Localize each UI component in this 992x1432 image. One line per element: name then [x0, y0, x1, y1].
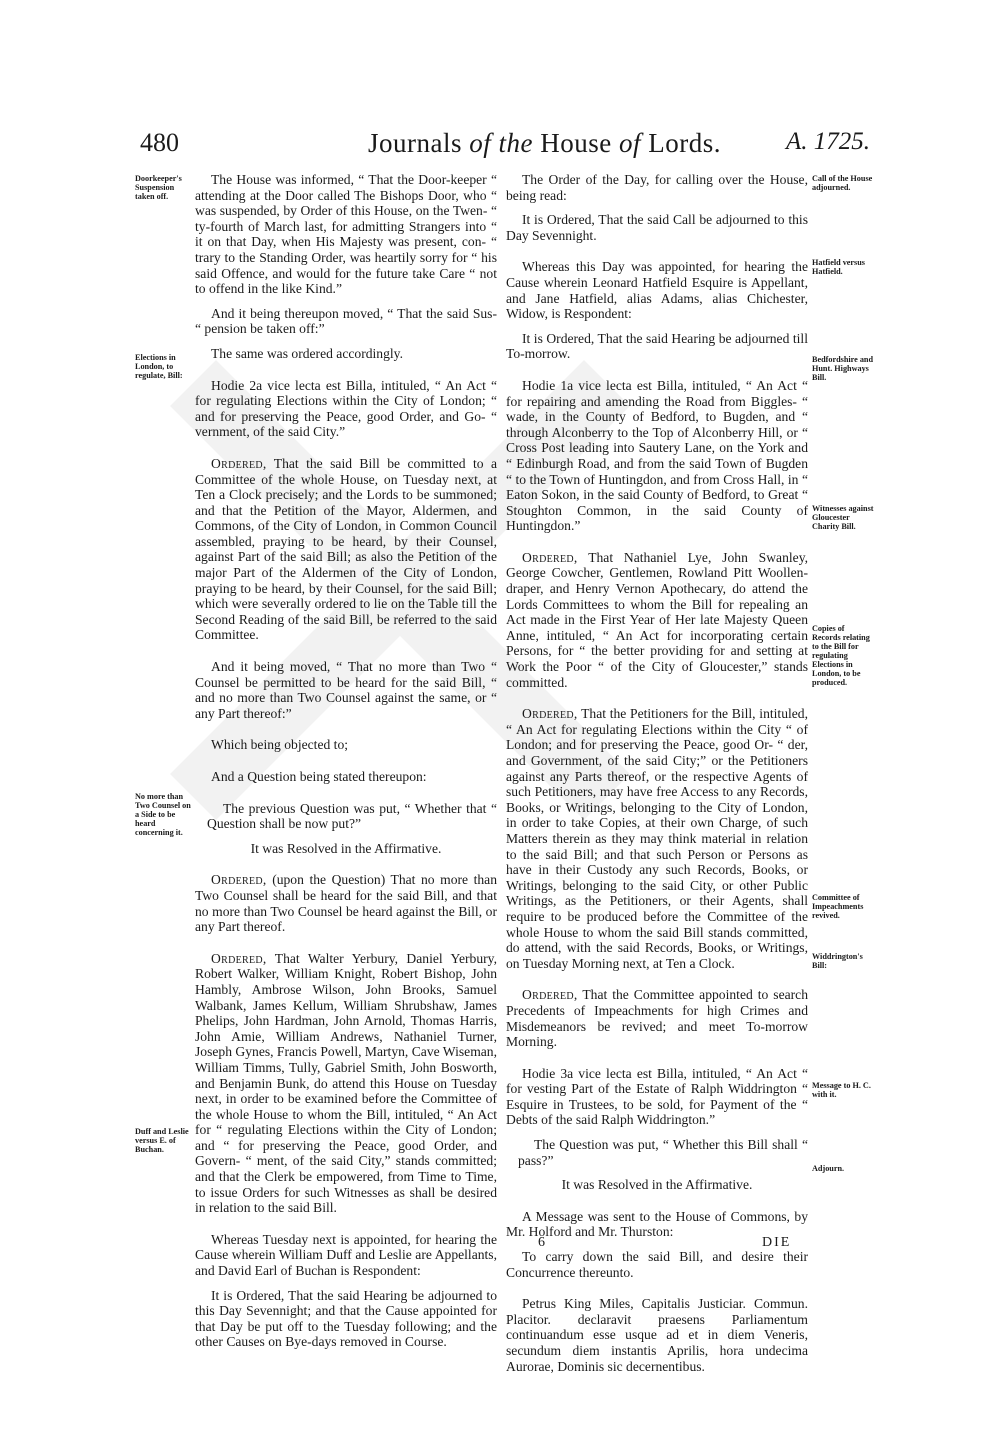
margin-note: Message to H. C. with it.: [812, 1081, 871, 1099]
paragraph: Petrus King Miles, Capitalis Justiciar. Commun. Placitor. declaravit praesens Parliamentum continuandum esse usque ad et in diem Veneris, secundum diem instantis Aprilis, hora undecima Aurorae, Dominis sic decernentibus.: [506, 1296, 808, 1374]
margin-note: Widdrington's Bill:: [812, 952, 863, 970]
paragraph-text: That the said Bill be committed to a Committee of the whole House, on Tuesday next, at Ten a Clock precisely; and the Lords to be summoned; and that the Petition of the Mayor, Aldermen, and Commons, of the City of London, in Common Council assembled, praying to be heard, by their Counsel, against Part of the said Bill; as also the Petition of the major Part of the Aldermen of the City of London, praying to be heard, by their Counsel, for the said Bill; which were severally ordered to lie on the Table till the Second Reading of the said Bill, be referred to the said Committee.: [195, 455, 498, 643]
ordered-lead: Ordered,: [522, 987, 578, 1003]
catchword: DIE: [762, 1235, 792, 1250]
paragraph: A Message was sent to the House of Commons, by Mr. Holford and Mr. Thurston:: [506, 1208, 808, 1240]
paragraph: It was Resolved in the Affirmative.: [561, 1177, 753, 1193]
year: A. 1725.: [785, 128, 870, 155]
paragraph: Hodie 2a vice lecta est Billa, intituled, “ An Act “ for regulating Elections within the City of London; “ and for preserving the Peace, good Order, and Go- “ vernment, of the said City.”: [195, 377, 497, 440]
paragraph: [506, 706, 808, 971]
title-word: Lords.: [648, 128, 722, 158]
paragraph-text: That the Petitioners for the Bill, intituled, “ An Act for regulating Elections within the City “ of London; and for preserving the Peace, good Or- “ der, and Government, of the said City;” or the Petitioners against any Parts thereof, or the respective Agents of such Petitioners, may have free Access to any Records, Books, or Writings, belonging to the City of London, in order to take Copies, at their own Charge, of such Matters therein as they may think material in relation to the said Bill; and that such Person or Persons as have in their Custody any such Records, Books, or Writings, belonging to the said City, or other Public Writings, as the Petitioners, or their Agents, shall require to be produced before the Committee of the whole House to whom the said Bill stands committed, do attend, with the said Records, Books, or Writings, on Tuesday Morning next, at Ten a Clock.: [506, 706, 808, 971]
margin-note: Hatfield versus Hatfield.: [812, 258, 865, 276]
paragraph: The same was ordered accordingly.: [211, 345, 403, 361]
paragraph: [195, 456, 497, 643]
margin-note: Doorkeeper's Suspension taken off.: [135, 174, 182, 201]
paragraph: [195, 951, 497, 1216]
title-word: Journals: [368, 128, 462, 158]
paragraph-text: That Walter Yerbury, Daniel Yerbury, Robert Walker, William Knight, Robert Bishop, John Hambly, Ambrose Wilson, John Brooks, Samuel Walbank, James Kellum, William Shrubshaw, James Phelips, John Hardman, John Arnold, Thomas Harris, John Amie, William Andrews, Nathaniel Turner, Joseph Gynes, Francis Powell, Martyn, Cave Wiseman, William Timms, Tully, Gabriel Smith, John Bosworth, and Benjamin Bunk, do attend this House on Tuesday next, in order to be examined before the Committee of the whole House to whom the Bill, intituled, “ An Act for “ regulating Elections within the City of London; and “ for preserving the Peace, good Order, and Govern- “ ment, of the said City,” stands committed; and that the Clerk be empowered, from Time to Time, to issue Orders for such Witnesses as shall be desired in relation to the said Bill.: [195, 950, 497, 1216]
paragraph-text: (upon the Question) That no more than Two Counsel shall be heard for the said Bill, and that no more than Two Counsel be heard against the Bill, or any Part thereof.: [195, 872, 498, 935]
paragraph: [506, 550, 808, 690]
margin-note: Witnesses against Gloucester Charity Bill.: [812, 504, 874, 531]
margin-note: Committee of Impeachments revived.: [812, 893, 864, 920]
paragraph: It was Resolved in the Affirmative.: [250, 840, 442, 856]
paragraph: Hodie 3a vice lecta est Billa, intituled, “ An Act “ for vesting Part of the Estate of Ralph Widdrington “ Esquire in Trustees, to be sold, for Payment of the “ Debts of the said Ralph Widdrington.”: [506, 1065, 808, 1128]
ordered-lead: Ordered,: [211, 950, 267, 966]
paragraph: It is Ordered, That the said Hearing be adjourned to this Day Sevennight; and that the Cause appointed for that Day be put off to the Tuesday following; and the other Causes on Bye-days removed in Course.: [195, 1287, 497, 1350]
title-word: of: [469, 128, 492, 158]
margin-note: Duff and Leslie versus E. of Buchan.: [135, 1127, 189, 1154]
paragraph: Hodie 1a vice lecta est Billa, intituled, “ An Act “ for repairing and amending the Road from Biggles- “ wade, in the County of Bedford, to Bugden, and “ through Alconberry to the Top of Alconberry Hill, or “ Cross Post leading into Sautery Lane, on the York and “ Edinburgh Road, and from the said Town of Bugden “ to the Town of Huntingdon, and from Cross Hall, in “ Eaton Sokon, in the said County of Bedford, to Great “ Stoughton Common, in the said County of Huntingdon.”: [506, 377, 808, 534]
paragraph: The Question was put, “ Whether this Bill shall “ pass?”: [518, 1137, 808, 1168]
margin-note: Adjourn.: [812, 1164, 845, 1173]
right-column: [506, 172, 808, 1383]
left-column: [195, 172, 497, 1359]
signature-mark: 6: [538, 1235, 545, 1250]
paragraph: The previous Question was put, “ Whether that “ Question shall be now put?”: [207, 800, 497, 832]
margin-note: Elections in London, to regulate, Bill:: [135, 353, 183, 380]
paragraph: Which being objected to;: [211, 737, 349, 753]
margin-note: Call of the House adjourned.: [812, 174, 873, 192]
page-number: 480: [140, 128, 179, 157]
paragraph: [195, 872, 497, 934]
paragraph: It is Ordered, That the said Call be adjourned to this Day Sevennight.: [506, 212, 808, 243]
running-header: [140, 128, 870, 164]
ordered-lead: Ordered,: [211, 872, 267, 888]
paragraph: The House was informed, “ That the Door-keeper “ attending at the Door called The Bishops Door, who “ was suspended, by Order of this House, on the Twen- “ ty-fourth of March last, for admitting Strangers into “ it on that Day, when His Majesty was present, con- “ trary to the Standing Order, was heartily sorry for “ his said Offence, and would for the future take Care “ not to offend in the like Kind.”: [195, 172, 497, 297]
paragraph: And a Question being stated thereupon:: [211, 769, 427, 784]
paragraph-text: That Nathaniel Lye, John Swanley, George Cowcher, Gentlemen, Rowland Pitt Woollen-draper, and Henry Vernon Apothecary, do attend the Lords Committees to whom the Bill for repealing an Act made in the First Year of Her late Majesty Queen Anne, intituled, “ An Act for incorporating certain Persons, for “ the better providing for and setting at Work the Poor “ of the City of Gloucester,” stands committed.: [506, 549, 809, 690]
paragraph-text: That the Committee appointed to search Precedents of Impeachments for high Crimes and Misdemeanors be revived; and meet To-morrow Morning.: [506, 987, 809, 1050]
running-title: [368, 128, 721, 159]
margin-note: Copies of Records relating to the Bill for regulating Elections in London, to be produced.: [812, 624, 870, 687]
paragraph: Whereas Tuesday next is appointed, for hearing the Cause wherein William Duff and Leslie are Appellants, and David Earl of Buchan is Respondent:: [195, 1231, 497, 1279]
ordered-lead: Ordered,: [522, 706, 578, 722]
ordered-lead: Ordered,: [211, 455, 267, 471]
margin-note: No more than Two Counsel on a Side to be heard concerning it.: [135, 792, 191, 837]
title-word: House: [540, 128, 612, 158]
ordered-lead: Ordered,: [522, 549, 578, 565]
paragraph: The Order of the Day, for calling over the House, being read:: [506, 172, 808, 203]
paragraph: And it being moved, “ That no more than Two “ Counsel be permitted to be heard for the said Bill, “ and no more than Two Counsel against the same, or “ any Part thereof:”: [195, 659, 497, 721]
paragraph: [506, 987, 808, 1049]
title-word: of: [619, 128, 642, 158]
paragraph: And it being thereupon moved, “ That the said Sus- “ pension be taken off:”: [195, 305, 497, 337]
paragraph: To carry down the said Bill, and desire their Concurrence thereunto.: [506, 1249, 808, 1280]
paragraph: It is Ordered, That the said Hearing be adjourned till To-morrow.: [506, 330, 808, 362]
paragraph: Whereas this Day was appointed, for hearing the Cause wherein Leonard Hatfield Esquire is Appellant, and Jane Hatfield, alias Adams, alias Chichester, Widow, is Respondent:: [506, 259, 808, 322]
margin-note: Bedfordshire and Hunt. Highways Bill.: [812, 355, 874, 382]
title-word: the: [498, 128, 534, 158]
